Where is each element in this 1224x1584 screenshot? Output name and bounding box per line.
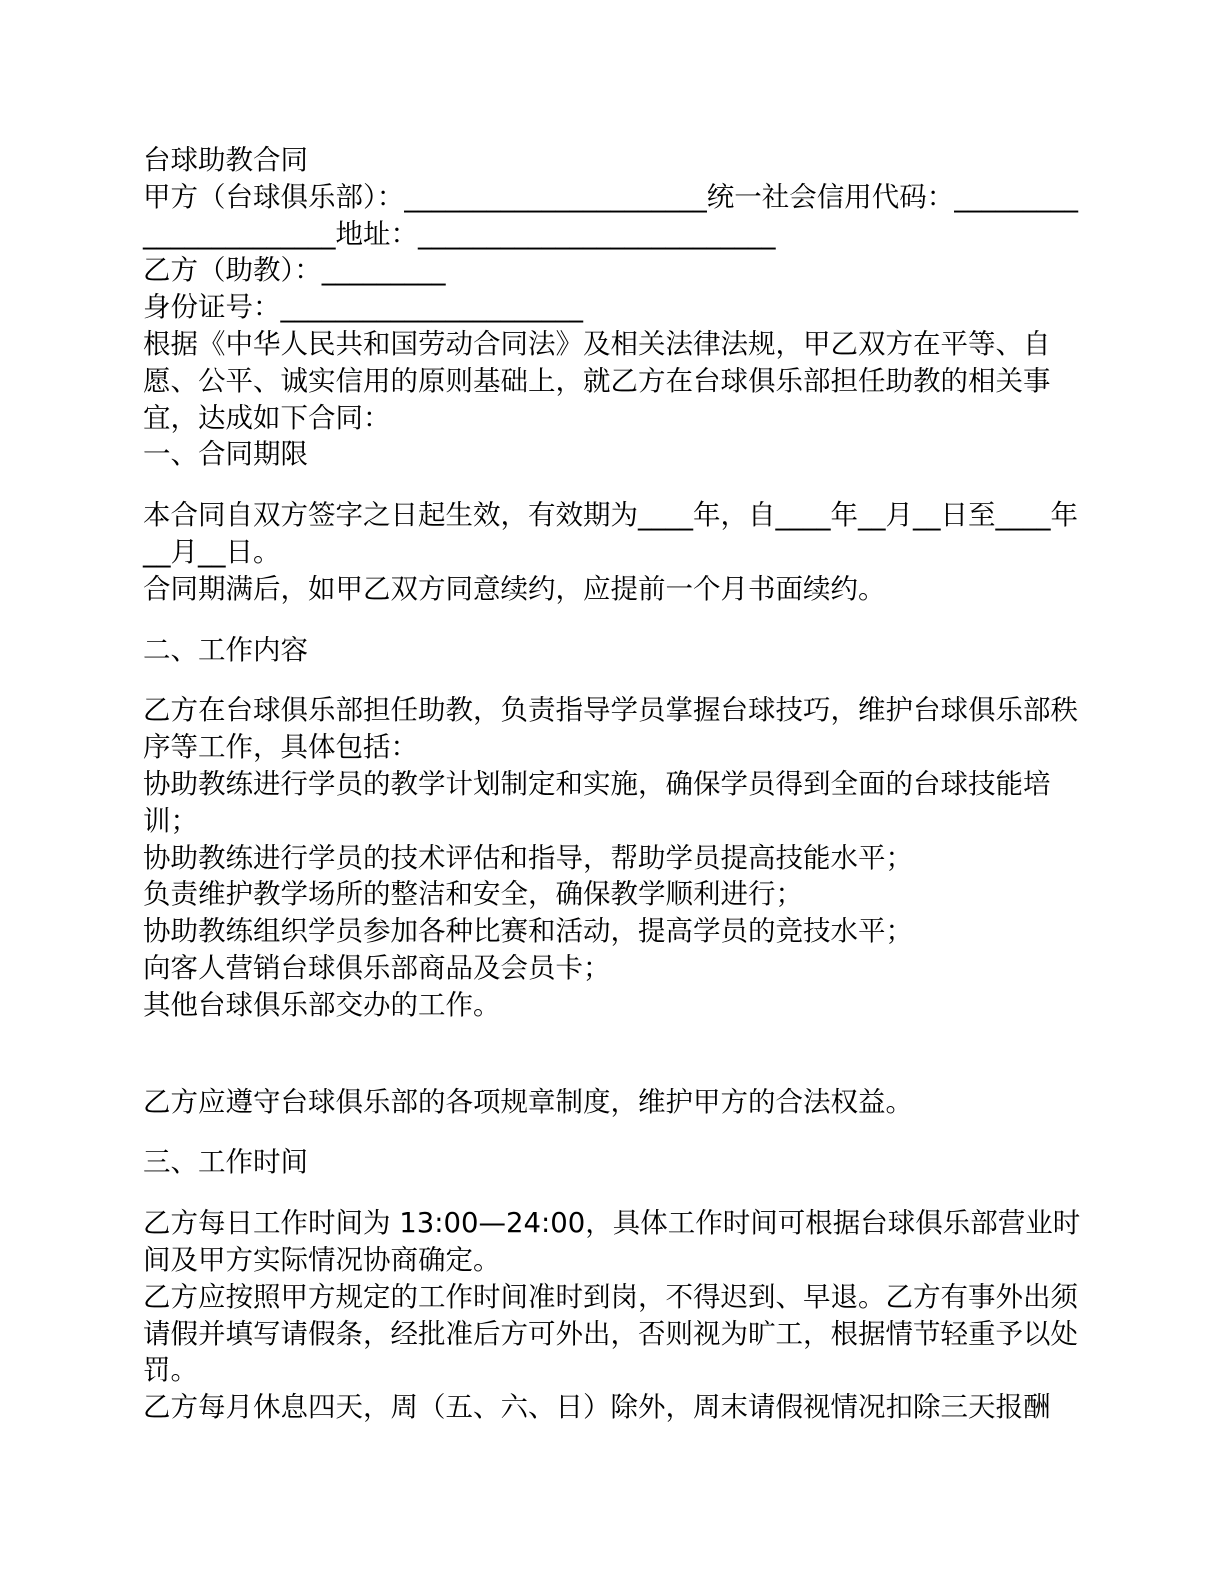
rules-paragraph: 乙方应遵守台球俱乐部的各项规章制度，维护甲方的合法权益。	[143, 1085, 913, 1118]
work-item: 向客人营销台球俱乐部商品及会员卡；	[143, 951, 611, 984]
rest-days-paragraph: 乙方每月休息四天，周（五、六、日）除外，周末请假视情况扣除三天报酬	[143, 1391, 1051, 1424]
work-item: 其他台球俱乐部交办的工作。	[143, 988, 501, 1021]
party-a-address-line: ______________地址：__________________________	[143, 217, 776, 250]
work-hours-paragraph: 乙方每日工作时间为 13:00—24:00，具体工作时间可根据台球俱乐部营业时间及甲方实际情况协商确定。	[143, 1207, 1081, 1276]
preamble-paragraph: 根据《中华人民共和国劳动合同法》及相关法律法规，甲乙双方在平等、自愿、公平、诚实信用的原则基础上，就乙方在台球俱乐部担任助教的相关事宜，达成如下合同：	[143, 327, 1051, 434]
work-item: 协助教练进行学员的技术评估和指导，帮助学员提高技能水平；	[143, 841, 913, 874]
section-heading-work-content: 二、工作内容	[143, 633, 308, 666]
work-item: 负责维护教学场所的整洁和安全，确保教学顺利进行；	[143, 878, 803, 911]
party-b-line: 乙方（助教）：_________	[143, 254, 446, 287]
id-number-line: 身份证号：______________________	[143, 291, 583, 324]
document-title: 台球助教合同	[143, 144, 308, 176]
attendance-paragraph: 乙方应按照甲方规定的工作时间准时到岗，不得迟到、早退。乙方有事外出须请假并填写请假条，经批准后方可外出，否则视为旷工，根据情节轻重予以处罚。	[143, 1280, 1078, 1387]
term-paragraph: 本合同自双方签字之日起生效，有效期为____年，自____年__月__日至____年__月__日。	[143, 499, 1078, 568]
work-item: 协助教练进行学员的教学计划制定和实施，确保学员得到全面的台球技能培训；	[143, 767, 1051, 837]
section-heading-work-time: 三、工作时间	[143, 1146, 308, 1179]
renewal-paragraph: 合同期满后，如甲乙双方同意续约，应提前一个月书面续约。	[143, 572, 886, 605]
work-item: 协助教练组织学员参加各种比赛和活动，提高学员的竞技水平；	[143, 915, 913, 948]
section-heading-term: 一、合同期限	[143, 438, 308, 471]
contract-document	[143, 142, 1083, 1426]
party-a-line: 甲方（台球俱乐部）：______________________统一社会信用代码：_________	[143, 180, 1078, 213]
work-content-intro: 乙方在台球俱乐部担任助教，负责指导学员掌握台球技巧，维护台球俱乐部秩序等工作，具体包括：	[143, 694, 1078, 764]
